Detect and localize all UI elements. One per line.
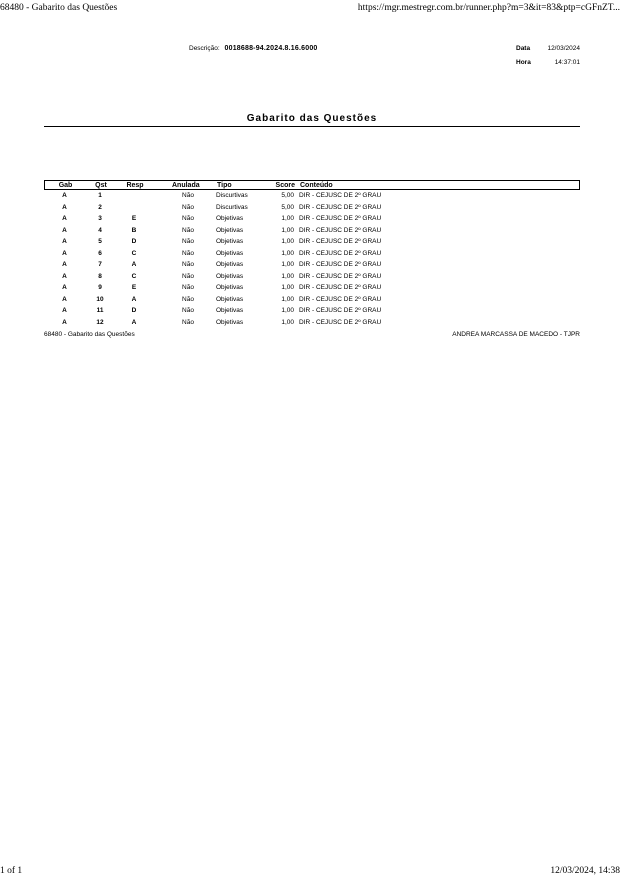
cell-conteudo: DIR - CEJUSC DE 2º GRAU	[299, 307, 382, 314]
cell-tipo: Objetivas	[216, 261, 244, 268]
cell-qst: 2	[98, 203, 102, 211]
table-row	[44, 282, 580, 294]
cell-conteudo: DIR - CEJUSC DE 2º GRAU	[299, 215, 382, 222]
cell-anulada: Não	[182, 192, 194, 199]
description-value: 0018688-94.2024.8.16.6000	[224, 45, 318, 52]
cell-tipo: Objetivas	[216, 307, 244, 314]
cell-anulada: Não	[182, 284, 194, 291]
print-footer	[0, 864, 620, 878]
cell-anulada: Não	[182, 249, 194, 257]
description-label: Descrição:	[189, 45, 220, 52]
table-body	[44, 190, 580, 328]
cell-qst: 11	[96, 307, 104, 314]
cell-gab: A	[62, 295, 67, 303]
cell-anulada: Não	[182, 272, 194, 280]
cell-conteudo: DIR - CEJUSC DE 2º GRAU	[299, 318, 382, 326]
date-value: 12/03/2024	[547, 45, 580, 52]
table-row	[44, 225, 580, 237]
cell-gab: A	[62, 272, 67, 280]
cell-conteudo: DIR - CEJUSC DE 2º GRAU	[299, 203, 382, 211]
cell-anulada: Não	[182, 318, 194, 326]
cell-anulada: Não	[182, 261, 194, 268]
page-title: Gabarito das Questões	[246, 113, 378, 124]
cell-gab: A	[62, 192, 67, 199]
cell-tipo: Objetivas	[216, 215, 244, 222]
table-header	[44, 180, 580, 190]
cell-gab: A	[62, 203, 67, 211]
header-qst: Qst	[95, 182, 107, 189]
print-header-url: https://mgr.mestregr.com.br/runner.php?m=3&it=83&ptp=cGFnZT...	[357, 3, 620, 13]
print-header	[0, 1, 620, 15]
cell-qst: 6	[98, 249, 102, 257]
cell-resp: A	[131, 318, 137, 326]
cell-qst: 9	[98, 284, 102, 291]
time-label: Hora	[516, 59, 531, 66]
print-footer-datetime: 12/03/2024, 14:38	[550, 866, 620, 876]
table-row	[44, 259, 580, 271]
print-header-title: 68480 - Gabarito das Questões	[0, 3, 118, 13]
cell-gab: A	[62, 215, 67, 222]
cell-resp: E	[131, 215, 137, 222]
cell-score: 1,00	[281, 238, 294, 245]
cell-conteudo: DIR - CEJUSC DE 2º GRAU	[299, 226, 382, 234]
cell-gab: A	[62, 238, 67, 245]
header-tipo: Tipo	[217, 182, 232, 189]
document-footer-author: ANDREA MARCASSA DE MACEDO - TJPR	[452, 331, 580, 338]
cell-conteudo: DIR - CEJUSC DE 2º GRAU	[299, 238, 382, 245]
cell-score: 5,00	[281, 203, 294, 211]
table-row	[44, 236, 580, 248]
table-row	[44, 317, 580, 329]
cell-gab: A	[62, 226, 67, 234]
cell-tipo: Objetivas	[216, 284, 244, 291]
cell-qst: 5	[98, 238, 102, 245]
cell-score: 1,00	[281, 307, 294, 314]
cell-anulada: Não	[182, 295, 194, 303]
cell-gab: A	[62, 261, 67, 268]
document-footer-title: 68480 - Gabarito das Questões	[44, 331, 135, 338]
header-conteudo: Conteúdo	[300, 182, 333, 189]
cell-tipo: Objetivas	[216, 249, 244, 257]
answer-key-table	[44, 180, 580, 328]
cell-tipo: Discurtivas	[216, 203, 248, 211]
table-row	[44, 271, 580, 283]
cell-score: 1,00	[281, 318, 294, 326]
cell-tipo: Objetivas	[216, 226, 244, 234]
cell-qst: 3	[98, 215, 102, 222]
cell-resp: D	[131, 307, 137, 314]
cell-tipo: Objetivas	[216, 272, 244, 280]
table-row	[44, 213, 580, 225]
cell-qst: 10	[96, 295, 104, 303]
cell-resp: B	[131, 226, 137, 234]
cell-conteudo: DIR - CEJUSC DE 2º GRAU	[299, 284, 382, 291]
cell-gab: A	[62, 318, 67, 326]
table-row	[44, 202, 580, 214]
header-score: Score	[275, 182, 295, 189]
header-resp: Resp	[126, 182, 144, 189]
cell-conteudo: DIR - CEJUSC DE 2º GRAU	[299, 192, 382, 199]
cell-conteudo: DIR - CEJUSC DE 2º GRAU	[299, 295, 382, 303]
cell-tipo: Objetivas	[216, 318, 244, 326]
cell-score: 1,00	[281, 295, 294, 303]
cell-conteudo: DIR - CEJUSC DE 2º GRAU	[299, 249, 382, 257]
table-row	[44, 305, 580, 317]
cell-tipo: Objetivas	[216, 238, 244, 245]
cell-resp: C	[131, 272, 137, 280]
cell-resp: E	[131, 284, 137, 291]
cell-qst: 4	[98, 226, 102, 234]
cell-resp: A	[131, 295, 137, 303]
cell-qst: 8	[98, 272, 102, 280]
cell-score: 1,00	[281, 215, 294, 222]
cell-resp: A	[131, 261, 137, 268]
table-row	[44, 190, 580, 202]
cell-anulada: Não	[182, 203, 194, 211]
header-anulada: Anulada	[172, 182, 200, 189]
cell-score: 1,00	[281, 272, 294, 280]
cell-qst: 7	[98, 261, 102, 268]
cell-score: 1,00	[281, 249, 294, 257]
cell-anulada: Não	[182, 226, 194, 234]
cell-conteudo: DIR - CEJUSC DE 2º GRAU	[299, 272, 382, 280]
table-row	[44, 248, 580, 260]
cell-score: 1,00	[281, 261, 294, 268]
cell-score: 1,00	[281, 284, 294, 291]
cell-anulada: Não	[182, 215, 194, 222]
cell-conteudo: DIR - CEJUSC DE 2º GRAU	[299, 261, 382, 268]
cell-resp: D	[131, 238, 137, 245]
date-label: Data	[516, 45, 531, 52]
description-field	[189, 45, 318, 52]
cell-anulada: Não	[182, 238, 194, 245]
cell-gab: A	[62, 307, 67, 314]
title-divider	[44, 126, 580, 127]
cell-score: 5,00	[281, 192, 294, 199]
cell-qst: 12	[96, 318, 104, 326]
cell-qst: 1	[98, 192, 102, 199]
cell-tipo: Objetivas	[216, 295, 244, 303]
cell-score: 1,00	[281, 226, 294, 234]
print-footer-page: 1 of 1	[0, 866, 23, 876]
cell-gab: A	[62, 284, 67, 291]
table-row	[44, 294, 580, 306]
header-gab: Gab	[58, 182, 73, 189]
cell-anulada: Não	[182, 307, 194, 314]
cell-resp: C	[131, 249, 137, 257]
cell-tipo: Discurtivas	[216, 192, 248, 199]
cell-gab: A	[62, 249, 67, 257]
time-value: 14:37:01	[554, 59, 580, 66]
